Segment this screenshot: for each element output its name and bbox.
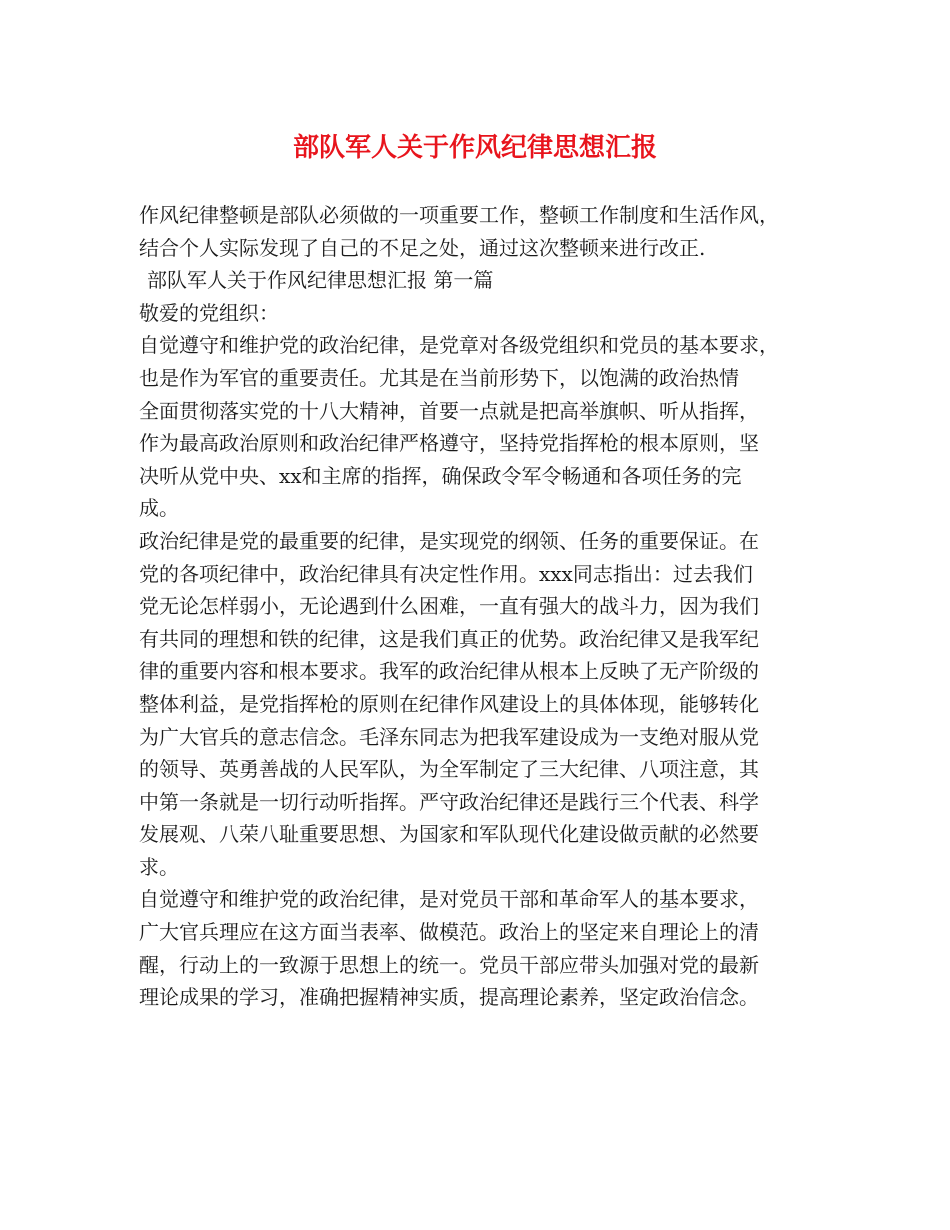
paragraph-line: 结合个人实际发现了自己的不足之处，通过这次整顿来进行改正. (139, 235, 706, 260)
section-heading: 部队军人关于作风纪律思想汇报 第一篇 (147, 268, 494, 293)
paragraph-line: 为广大官兵的意志信念。毛泽东同志为把我军建设成为一支绝对服从党 (139, 724, 759, 749)
paragraph-line: 党无论怎样弱小，无论遇到什么困难，一直有强大的战斗力，因为我们 (139, 594, 759, 619)
paragraph-line: 求。 (139, 854, 179, 879)
paragraph-line: 也是作为军官的重要责任。尤其是在当前形势下，以饱满的政治热情 (139, 365, 739, 390)
salutation: 敬爱的党组织： (139, 300, 279, 325)
paragraph-line: 发展观、八荣八耻重要思想、为国家和军队现代化建设做贡献的必然要 (139, 822, 759, 847)
paragraph-line: 有共同的理想和铁的纪律，这是我们真正的优势。政治纪律又是我军纪 (139, 626, 759, 651)
paragraph-line: 党的各项纪律中，政治纪律具有决定性作用。xxx同志指出：过去我们 (139, 561, 753, 586)
paragraph-line: 作为最高政治原则和政治纪律严格遵守，坚持党指挥枪的根本原则，坚 (139, 431, 759, 456)
paragraph-line: 整体利益，是党指挥枪的原则在纪律作风建设上的具体体现，能够转化 (139, 691, 759, 716)
document-body (139, 199, 839, 1014)
paragraph-line: 决听从党中央、xx和主席的指挥，确保政令军令畅通和各项任务的完 (139, 463, 742, 488)
paragraph-line: 成。 (139, 496, 179, 521)
paragraph-line: 醒，行动上的一致源于思想上的统一。党员干部应带头加强对党的最新 (139, 952, 759, 977)
paragraph-line: 政治纪律是党的最重要的纪律，是实现党的纲领、任务的重要保证。在 (139, 528, 759, 553)
paragraph-line: 作风纪律整顿是部队必须做的一项重要工作，整顿工作制度和生活作风， (139, 203, 779, 227)
paragraph-line: 广大官兵理应在这方面当表率、做模范。政治上的坚定来自理论上的清 (139, 920, 759, 945)
paragraph-line: 自觉遵守和维护党的政治纪律，是对党员干部和革命军人的基本要求， (139, 887, 759, 912)
paragraph-line: 律的重要内容和根本要求。我军的政治纪律从根本上反映了无产阶级的 (139, 659, 759, 684)
paragraph-line: 自觉遵守和维护党的政治纪律，是党章对各级党组织和党员的基本要求， (139, 333, 779, 358)
paragraph-line: 理论成果的学习，准确把握精神实质，提高理论素养，坚定政治信念。 (139, 985, 759, 1010)
paragraph-line: 的领导、英勇善战的人民军队，为全军制定了三大纪律、八项注意，其 (139, 757, 759, 782)
paragraph-line: 中第一条就是一切行动听指挥。严守政治纪律还是践行三个代表、科学 (139, 789, 759, 814)
paragraph-line: 全面贯彻落实党的十八大精神，首要一点就是把高举旗帜、听从指挥， (139, 398, 759, 423)
document-title: 部队军人关于作风纪律思想汇报 (292, 133, 657, 163)
